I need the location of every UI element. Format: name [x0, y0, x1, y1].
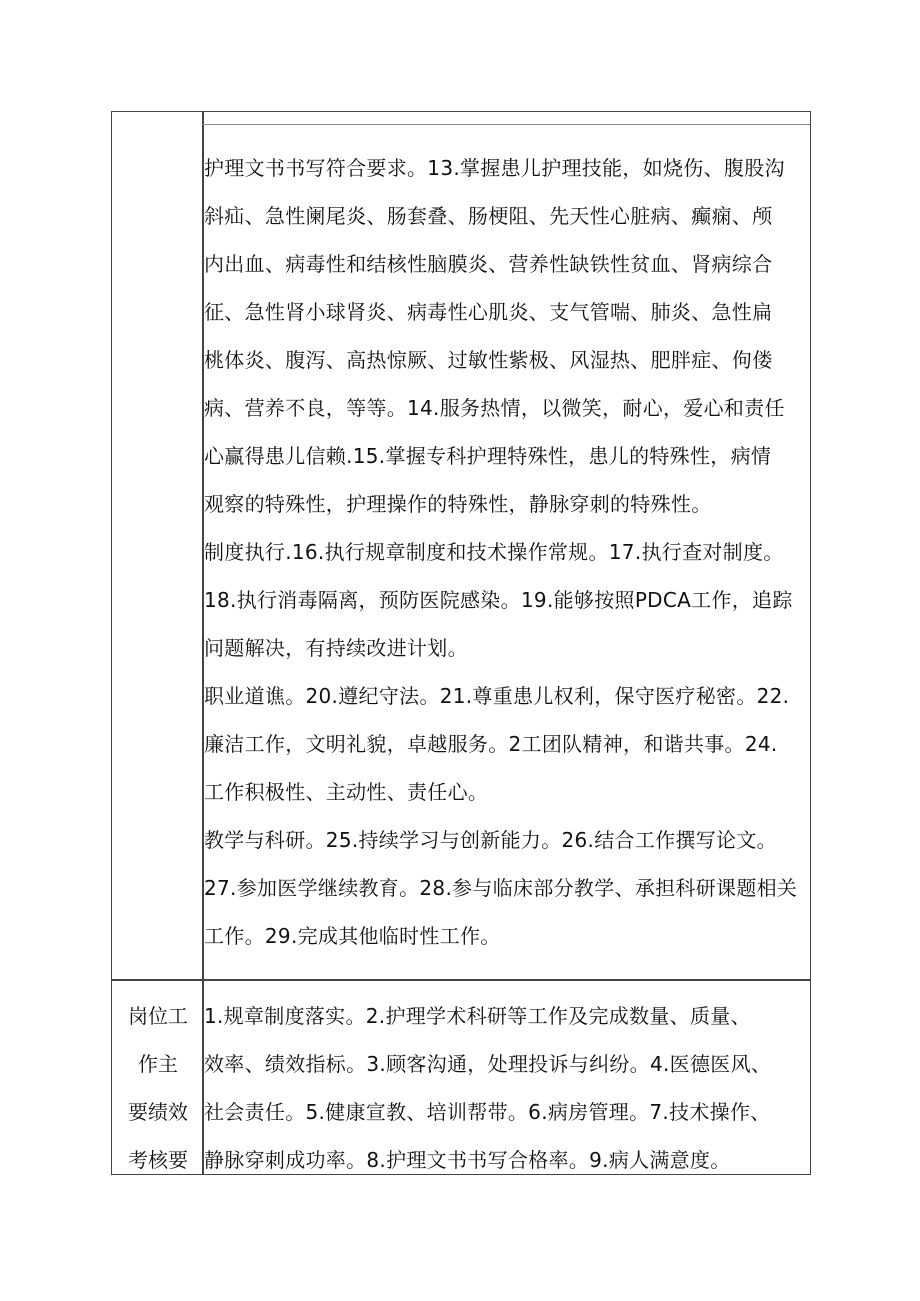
text-line: 内出血、病毒性和结核性脑膜炎、营养性缺铁性贫血、肾病综合 [204, 252, 773, 276]
label-line: 要绩效 [128, 1100, 188, 1124]
text-line: 问题解决，有持续改进计划。 [204, 636, 468, 660]
text-line: 斜疝、急性阑尾炎、肠套叠、肠梗阻、先天性心脏病、癫痫、颅 [204, 204, 773, 228]
text-line: 心赢得患儿信赖.15.掌握专科护理特殊性，患儿的特殊性，病情 [204, 444, 772, 468]
inner-top-border [202, 124, 810, 125]
text-line: 效率、绩效指标。3.顾客沟通，处理投诉与纠纷。4.医德医风、 [204, 1052, 772, 1076]
text-line: 社会责任。5.健康宣教、培训帮带。6.病房管理。7.技术操作、 [204, 1100, 771, 1124]
text-line: 工作积极性、主动性、责任心。 [204, 780, 489, 804]
text-line: 教学与科研。25.持续学习与创新能力。26.结合工作撰写论文。 [204, 828, 777, 852]
text-line: 观察的特殊性，护理操作的特殊性，静脉穿刺的特殊性。 [204, 492, 712, 516]
text-line: 职业道谯。20.遵纪守法。21.尊重患儿权利，保守医疗秘密。22. [204, 684, 790, 708]
text-line: 静脉穿刺成功率。8.护理文书书写合格率。9.病人满意度。 [204, 1148, 731, 1172]
duty-table [111, 111, 811, 1175]
row-divider [112, 979, 810, 981]
label-line: 作主 [138, 1052, 178, 1076]
text-line: 廉洁工作，文明礼貌，卓越服务。2工团队精神，和谐共事。24. [204, 732, 778, 756]
text-line: 病、营养不良，等等。14.服务热情，以微笑，耐心，爱心和责任 [204, 396, 785, 420]
duty-content-cell [204, 144, 810, 960]
text-line: 桃体炎、腹泻、高热惊厥、过敏性紫极、风湿热、肥胖症、佝偻 [204, 348, 773, 372]
kpi-label-cell [116, 992, 200, 1184]
label-line: 岗位工 [128, 1004, 188, 1028]
text-line: 征、急性肾小球肾炎、病毒性心肌炎、支气管喘、肺炎、急性扁 [204, 300, 773, 324]
text-line: 制度执行.16.执行规章制度和技术操作常规。17.执行查对制度。 [204, 540, 784, 564]
text-line: 工作。29.完成其他临时性工作。 [204, 924, 501, 948]
text-line: 护理文书书写符合要求。13.掌握患儿护理技能，如烧伤、腹股沟 [204, 156, 785, 180]
text-line: 1.规章制度落实。2.护理学术科研等工作及完成数量、质量、 [204, 1004, 751, 1028]
label-line: 考核要 [128, 1148, 188, 1172]
text-line: 18.执行消毒隔离，预防医院感染。19.能够按照PDCA工作，追踪 [204, 588, 793, 612]
kpi-content-cell [204, 992, 810, 1184]
text-line: 27.参加医学继续教育。28.参与临床部分教学、承担科研课题相关 [204, 876, 798, 900]
